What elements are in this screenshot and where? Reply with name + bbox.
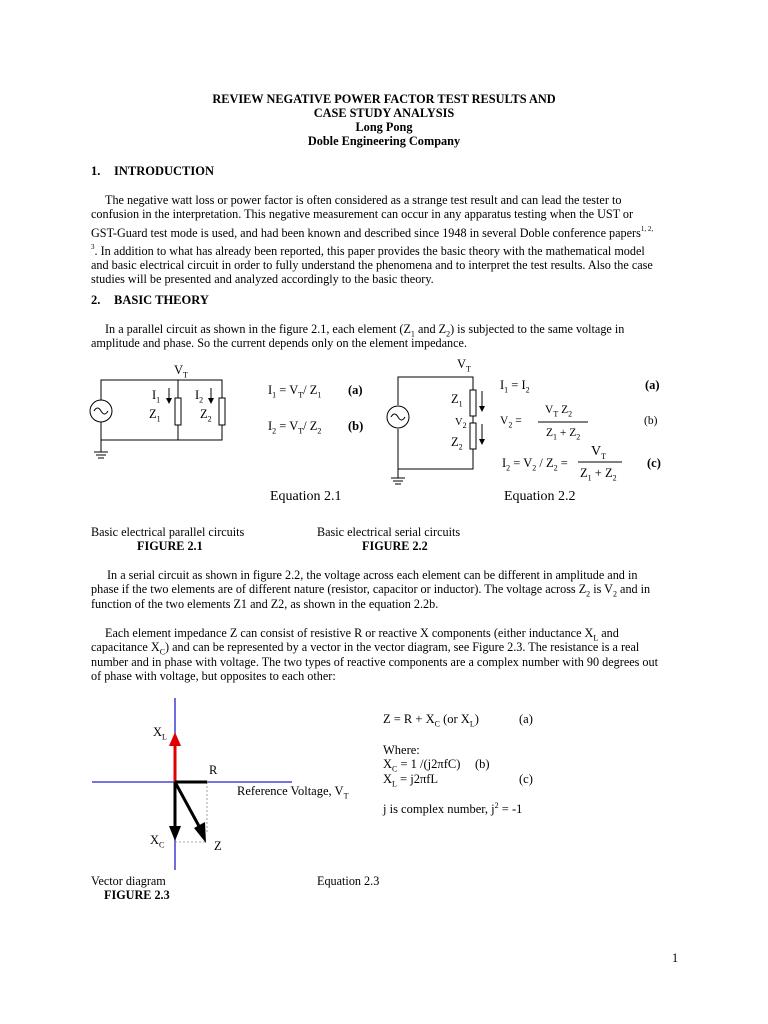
eq22-c-tag: (c) bbox=[647, 456, 661, 470]
z-label: Z bbox=[214, 839, 222, 853]
eq23-where: Where: bbox=[383, 743, 420, 757]
fig22-label: FIGURE 2.2 bbox=[362, 539, 428, 553]
fig21-z2-label: $Z_2$ bbox=[200, 407, 212, 424]
eq21-a-tag: (a) bbox=[348, 383, 363, 397]
voltage-arrow-icon bbox=[479, 406, 485, 412]
eq22-b-lhs: $V_2$ = bbox=[500, 415, 522, 430]
eq22-b-tag: (b) bbox=[644, 415, 658, 427]
intro-line: The negative watt loss or power factor is often considered as a strange test result and can lead the tester to bbox=[105, 193, 622, 207]
fig21-i2-label: $I_2$ bbox=[195, 388, 204, 405]
fig21-z1-label: $Z_1$ bbox=[149, 407, 161, 424]
eq21-b-tag: (b) bbox=[348, 419, 364, 433]
xc-label: $X_C$ bbox=[150, 833, 165, 850]
eq22-c-numerator: $V_T$ bbox=[591, 444, 607, 461]
eq22-b-denominator: $Z_1 + Z_2$ bbox=[546, 427, 581, 442]
resistor-z1 bbox=[470, 390, 476, 416]
eq23-a: $Z = R + X_C$ (or $X_L$) bbox=[383, 712, 479, 729]
fig22-vt-label: $V_T$ bbox=[457, 357, 471, 374]
voltage-arrow-icon bbox=[479, 439, 485, 445]
citation-refs: 1, 2, bbox=[640, 224, 654, 233]
section2-number: 2. bbox=[91, 293, 101, 307]
eq23-c-tag: (c) bbox=[519, 772, 533, 786]
basic-theory-para1: In a parallel circuit as shown in the figure 2.1, each element ($Z_1$ and $Z_2$) is subjected to the same voltage in amplitude and phase. So the current depends only on the element impedance. bbox=[91, 322, 625, 351]
paper-title-line2: CASE STUDY ANALYSIS bbox=[313, 106, 455, 120]
eq22-c-lhs: $I_2 = V_2 / Z_2$ = bbox=[502, 456, 568, 473]
reference-voltage-label: Reference Voltage, $V_T$ bbox=[237, 784, 349, 801]
eq22-a-tag: (a) bbox=[645, 378, 660, 392]
eq23-c: $X_L = j2\pi fL$ bbox=[383, 772, 439, 789]
fig23-caption: Vector diagram bbox=[91, 874, 166, 888]
fig21-caption: Basic electrical parallel circuits bbox=[91, 525, 245, 539]
r-label: R bbox=[209, 763, 218, 777]
intro-line: GST-Guard test mode is used, and had been known and described since 1948 in several Doble conference papers$^{1, 2,}$ bbox=[91, 224, 654, 240]
eq23-b: $X_C = 1$ /(j2πfC) bbox=[383, 757, 461, 774]
resistor-z2 bbox=[470, 423, 476, 449]
xl-label: $X_L$ bbox=[153, 725, 167, 742]
intro-line: $^3$. In addition to what has already been reported, this paper provides the basic theory with the mathematical model bbox=[91, 242, 645, 258]
eq23-b-tag: (b) bbox=[475, 757, 490, 771]
paper-title-line1: REVIEW NEGATIVE POWER FACTOR TEST RESULTS AND bbox=[212, 92, 556, 106]
section2-title: BASIC THEORY bbox=[114, 293, 209, 307]
eq21-b: $I_2 = V_T/$ $Z_2$ bbox=[268, 419, 322, 436]
eq23-caption: Equation 2.3 bbox=[317, 874, 380, 888]
paper-affiliation: Doble Engineering Company bbox=[307, 134, 461, 148]
fig22-z2-label: $Z_2$ bbox=[451, 435, 463, 452]
eq21-caption: Equation 2.1 bbox=[270, 489, 342, 504]
fig22-z1-label: $Z_1$ bbox=[451, 392, 463, 409]
z-vector bbox=[175, 782, 200, 828]
xl-arrowhead-icon bbox=[169, 732, 181, 746]
section1-number: 1. bbox=[91, 164, 101, 178]
eq22-a: $I_1 = I_2$ bbox=[500, 378, 530, 395]
eq22-b-numerator: $V_T$ $Z_2$ bbox=[545, 404, 573, 419]
basic-theory-para3: Each element impedance Z can consist of resistive R or reactive X components (either inductance $X_L$ and capacitance $X_C$) and can be represented by a vector in the vector diagram, see Figure 2.3. The resistance is a real number and in phase with voltage. The two types of reactive components are a complex number with 90 degrees out of phase with voltage, but opposites to each other: bbox=[91, 626, 659, 683]
eq21-a: $I_1 = V_T/$ $Z_1$ bbox=[268, 383, 322, 400]
fig21-i1-label: $I_1$ bbox=[152, 388, 161, 405]
basic-theory-para2: In a serial circuit as shown in figure 2.2, the voltage across each element can be different in amplitude and in phase if the two elements are of different nature (resistor, capacitor or inductor). The voltage across $Z_2$ is $V_2$ and in function of the two elements Z1 and Z2, as shown in the equation 2.2b. bbox=[91, 568, 651, 611]
current-arrow-icon bbox=[166, 398, 172, 404]
fig22-v2-label: $V_2$ bbox=[455, 417, 467, 431]
resistor-z1 bbox=[175, 398, 181, 425]
fig21-vt-label: $V_T$ bbox=[174, 363, 188, 380]
fig23-label: FIGURE 2.3 bbox=[104, 888, 170, 902]
current-arrow-icon bbox=[208, 398, 214, 404]
section1-title: INTRODUCTION bbox=[114, 164, 215, 178]
eq23-j-note: j is complex number, $j^2 = -1$ bbox=[383, 800, 523, 816]
intro-line: and basic electrical circuit in order to fully understand the phenomena and to interpret the test results. Also the case bbox=[91, 258, 653, 273]
intro-line: confusion in the interpretation. This negative measurement can occur in any apparatus testing when the UST or bbox=[91, 207, 634, 222]
xc-arrowhead-icon bbox=[169, 826, 181, 841]
resistor-z2 bbox=[219, 398, 225, 425]
paper-author: Long Pong bbox=[355, 120, 413, 134]
eq22-c-denominator: $Z_1 + Z_2$ bbox=[580, 466, 617, 483]
fig22-caption: Basic electrical serial circuits bbox=[317, 525, 461, 539]
eq22-caption: Equation 2.2 bbox=[504, 489, 576, 504]
intro-line: studies will be presented and analyzed accordingly to the basic theory. bbox=[91, 272, 434, 287]
z-arrowhead-icon bbox=[194, 822, 206, 843]
page-number: 1 bbox=[672, 951, 679, 965]
fig21-label: FIGURE 2.1 bbox=[137, 539, 203, 553]
eq23-a-tag: (a) bbox=[519, 712, 533, 726]
